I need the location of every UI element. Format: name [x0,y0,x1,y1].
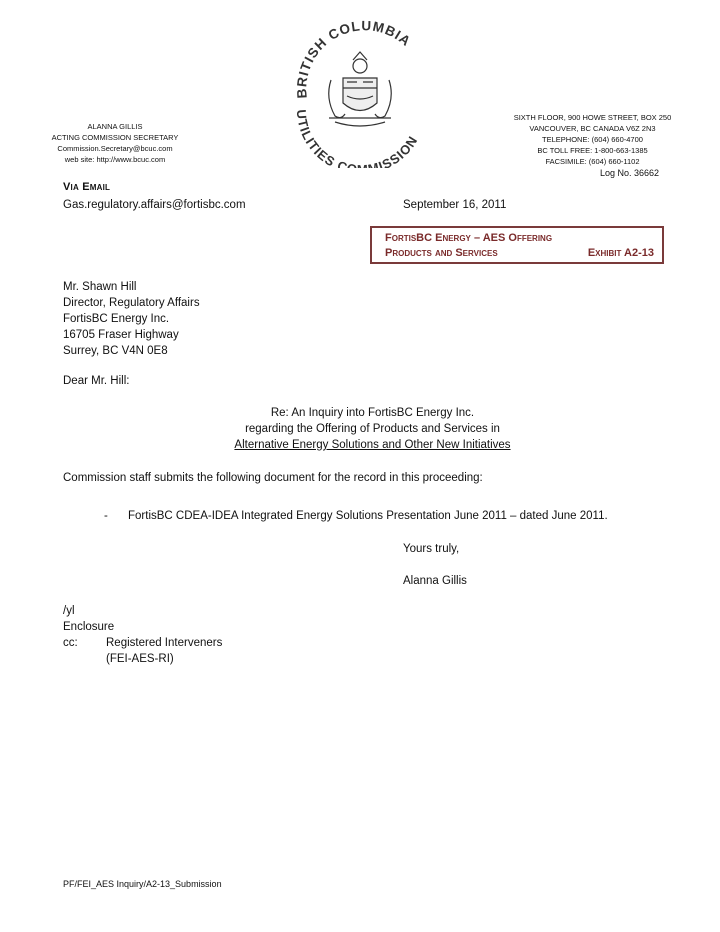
footer-file-path: PF/FEI_AES Inquiry/A2-13_Submission [63,879,222,889]
recipient-city: Surrey, BC V4N 0E8 [63,345,168,357]
closing: Yours truly, [403,543,460,555]
recipient-name: Mr. Shawn Hill [63,281,137,293]
office-telephone: TELEPHONE: (604) 660-4700 [542,135,643,144]
log-number: Log No. 36662 [600,168,660,178]
website[interactable]: web site: http://www.bcuc.com [64,155,166,164]
delivery-method: Via Email [63,181,111,193]
secretary-contact-block [40,121,190,165]
signature-name: Alanna Gillis [403,575,467,587]
bullet-dash: - [104,510,108,522]
secretary-name: ALANNA GILLIS [87,122,143,131]
secretary-title: ACTING COMMISSION SECRETARY [51,133,179,142]
subject-line-3: Alternative Energy Solutions and Other New Initiatives [234,439,511,451]
office-city-line: VANCOUVER, BC CANADA V6Z 2N3 [529,124,656,133]
subject-line-1: Re: An Inquiry into FortisBC Energy Inc. [270,407,475,419]
recipient-company: FortisBC Energy Inc. [63,313,170,325]
exhibit-proceeding: FortisBC Energy – AES Offering [385,232,553,244]
letter-date: September 16, 2011 [403,199,507,211]
office-toll-free: BC TOLL FREE: 1-800-663-1385 [537,146,648,155]
document-list-item: FortisBC CDEA-IDEA Integrated Energy Solutions Presentation June 2011 – dated June 2011. [128,510,608,522]
salutation: Dear Mr. Hill: [63,375,130,387]
office-facsimile: FACSIMILE: (604) 660-1102 [545,157,640,166]
recipient-email[interactable]: Gas.regulatory.affairs@fortisbc.com [63,199,246,211]
recipient-street: 16705 Fraser Highway [63,329,179,341]
office-address-line: SIXTH FLOOR, 900 HOWE STREET, BOX 250 [513,113,672,122]
svg-text:BRITISH COLUMBIA: BRITISH COLUMBIA [294,18,414,99]
cc-label: cc: [63,637,78,649]
recipient-title: Director, Regulatory Affairs [63,297,200,309]
cc-recipient: Registered Interveners [106,637,223,649]
exhibit-subject: Products and Services [385,247,498,259]
subject-line-2: regarding the Offering of Products and Services in [245,423,500,435]
enclosure-label: Enclosure [63,621,115,633]
subject-block [160,405,585,453]
exhibit-box [370,226,664,264]
typist-initials: /yl [63,605,75,617]
seal-graphic [285,18,435,168]
exhibit-number: Exhibit A2-13 [587,247,654,259]
secretary-email[interactable]: Commission.Secretary@bcuc.com [57,144,173,153]
office-address-block [505,112,680,167]
bcuc-seal-logo [285,18,435,168]
enclosure-block [63,603,114,635]
svg-text:UTILITIES COMMISSION: UTILITIES C ISSION [293,108,421,168]
recipient-address [63,279,200,359]
body-statement: Commission staff submits the following document for the record in this proceeding: [63,472,483,484]
cc-recipient-code: (FEI-AES-RI) [106,653,174,665]
